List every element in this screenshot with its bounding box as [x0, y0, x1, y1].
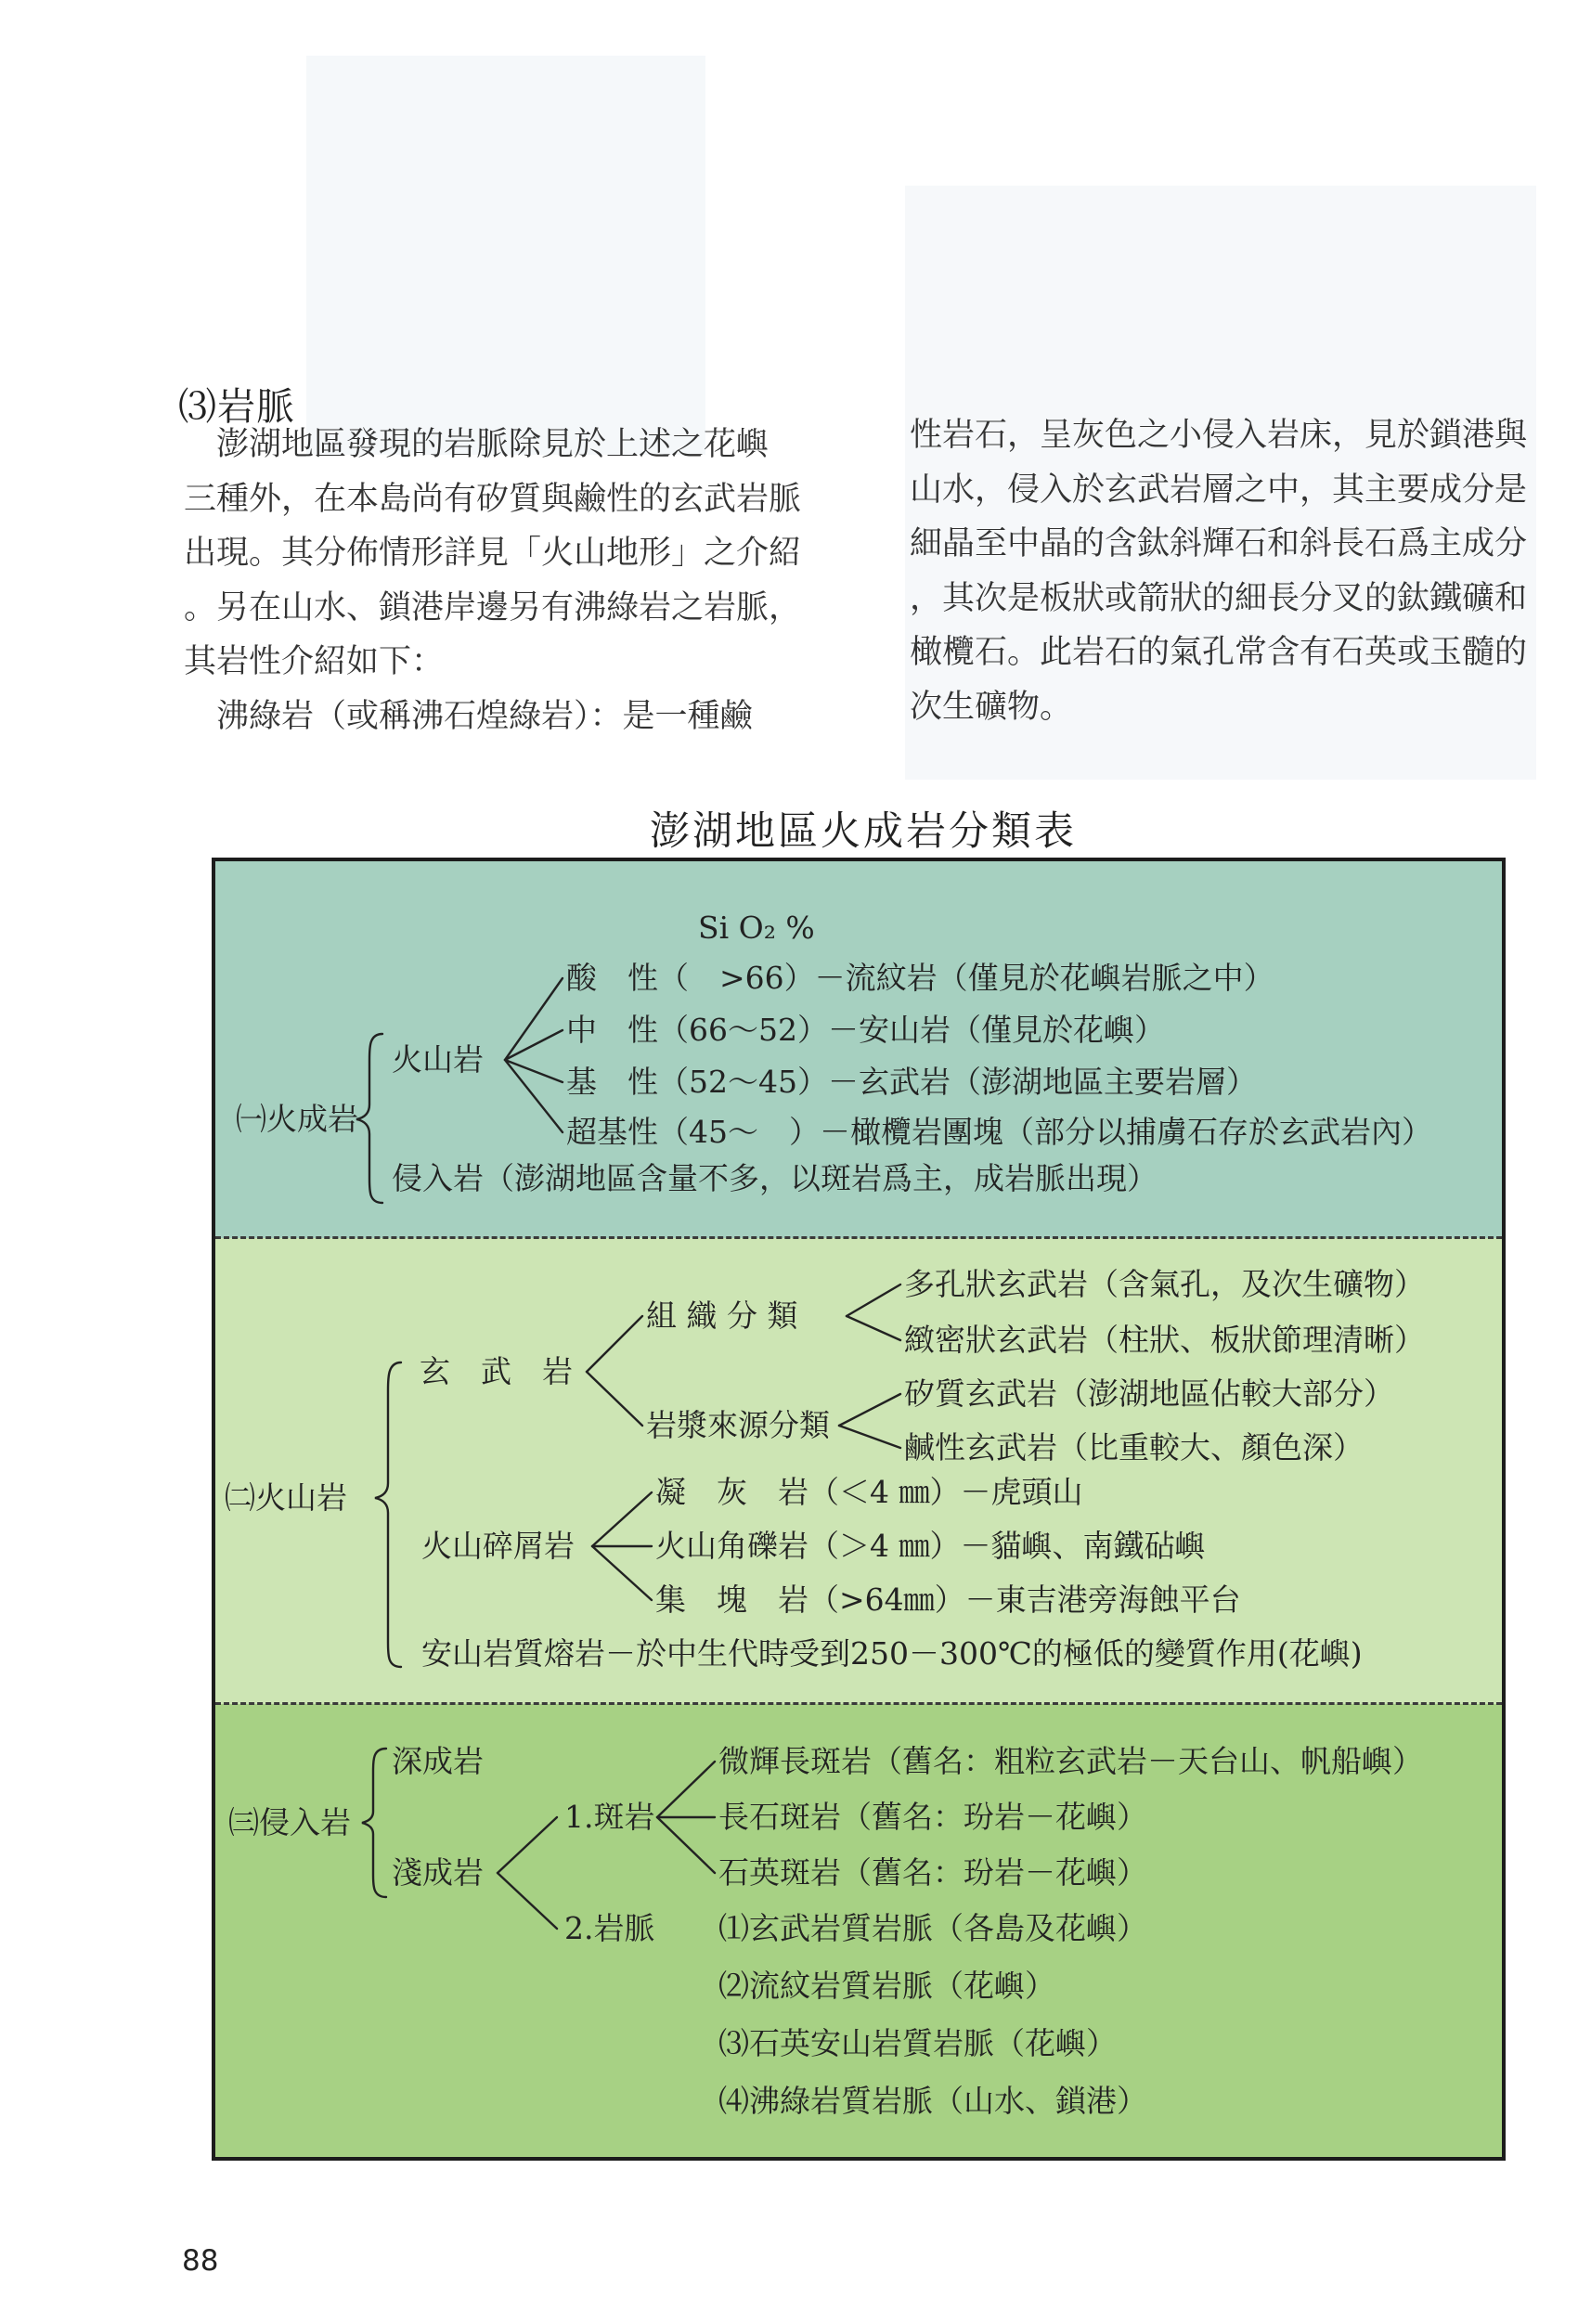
hypabyssal-label: 淺成岩 — [392, 1854, 484, 1891]
fan-line — [592, 1492, 652, 1546]
fan-line — [657, 1817, 715, 1873]
texture-item: 緻密狀玄武岩（柱狀、板狀節理清晰） — [904, 1322, 1425, 1358]
right-line: 橄欖石。此岩石的氣孔常含有石英或玉髓的 — [910, 634, 1528, 671]
brace — [362, 1749, 386, 1897]
source-label: 岩漿來源分類 — [646, 1407, 830, 1443]
left-text-column — [184, 418, 824, 743]
porphyry-item: 石英斑岩（舊名：玢岩－花嶼） — [718, 1854, 1147, 1891]
intrusive-note: 侵入岩（澎湖地區含量不多，以斑岩爲主，成岩脈出現） — [392, 1160, 1158, 1196]
source-item: 矽質玄武岩（澎湖地區佔較大部分） — [904, 1375, 1394, 1412]
volcanic-rock-label: 火山岩 — [392, 1041, 484, 1078]
texture-item: 多孔狀玄武岩（含氣孔，及次生礦物） — [904, 1266, 1425, 1302]
fan-line — [839, 1394, 900, 1426]
silica-row: 超基性（45～ ）－橄欖岩團塊（部分以捕虜石存於玄武岩內） — [566, 1114, 1432, 1150]
fan-line — [839, 1426, 900, 1448]
dike-item: ⑷沸綠岩質岩脈（山水、鎖港） — [718, 2083, 1147, 2119]
pyroclastic-item: 凝 灰 岩（＜4 ㎜）－虎頭山 — [655, 1474, 1083, 1510]
fan-line — [498, 1873, 557, 1929]
left-line: 。另在山水、鎖港岸邊另有沸綠岩之岩脈， — [184, 588, 802, 626]
dike-label: 2.岩脈 — [564, 1910, 655, 1946]
silica-row: 酸 性（ >66）－流紋岩（僅見於花嶼岩脈之中） — [566, 960, 1274, 996]
pyroclastic-item: 火山角礫岩（＞4 ㎜）－貓嶼、南鐵砧嶼 — [655, 1528, 1206, 1564]
dike-item: ⑶石英安山岩質岩脈（花嶼） — [718, 2025, 1117, 2061]
source-item: 鹹性玄武岩（比重較大、顏色深） — [904, 1429, 1364, 1465]
fan-line — [505, 978, 563, 1060]
fan-line — [657, 1762, 715, 1817]
dike-item: ⑴玄武岩質岩脈（各島及花嶼） — [718, 1910, 1147, 1946]
category-volcanic: ㈡火山岩 — [225, 1479, 347, 1516]
right-line: 山水，侵入於玄武岩層之中，其主要成分是 — [910, 471, 1528, 509]
fan-line — [587, 1372, 642, 1426]
silica-row: 中 性（66～52）－安山岩（僅見於花嶼） — [566, 1012, 1165, 1048]
background-bleed-left — [306, 56, 705, 455]
right-line: 性岩石，呈灰色之小侵入岩床，見於鎖港與 — [910, 417, 1528, 454]
category-igneous: ㈠火成岩 — [236, 1101, 358, 1137]
pyroclastic-item: 集 塊 岩（>64㎜）－東吉港旁海蝕平台 — [655, 1582, 1241, 1618]
left-line: 沸綠岩（或稱沸石煌綠岩）：是一種鹼 — [184, 697, 753, 735]
fan-line — [847, 1316, 900, 1340]
right-text-column — [910, 408, 1550, 734]
brace — [375, 1362, 401, 1667]
fan-line — [847, 1285, 900, 1316]
left-line: 澎湖地區發現的岩脈除見於上述之花嶼 — [184, 426, 770, 463]
page-number: 88 — [182, 2244, 219, 2278]
left-line: 三種外，在本島尚有矽質與鹼性的玄武岩脈 — [184, 480, 802, 518]
silica-row: 基 性（52～45）－玄武岩（澎湖地區主要岩層） — [566, 1064, 1257, 1100]
andesite-lava: 安山岩質熔岩－於中生代時受到250－300℃的極低的變質作用(花嶼) — [421, 1635, 1363, 1672]
right-line: 細晶至中晶的含鈦斜輝石和斜長石爲主成分 — [910, 525, 1528, 562]
pyroclastic-label: 火山碎屑岩 — [421, 1528, 575, 1564]
classification-table — [212, 858, 1506, 2161]
left-line: 出現。其分佈情形詳見「火山地形」之介紹 — [184, 535, 802, 572]
texture-label: 組 織 分 類 — [646, 1298, 798, 1334]
basalt-label: 玄 武 岩 — [420, 1353, 573, 1389]
fan-line — [592, 1546, 652, 1600]
porphyry-item: 微輝長斑岩（舊名：粗粒玄武岩－天台山、帆船嶼） — [718, 1743, 1423, 1779]
table-title: 澎湖地區火成岩分類表 — [650, 808, 1077, 855]
porphyry-item: 長石斑岩（舊名：玢岩－花嶼） — [718, 1799, 1147, 1835]
fan-line — [505, 1030, 563, 1060]
right-line: 次生礦物。 — [910, 688, 1073, 726]
brace — [356, 1034, 382, 1203]
left-line: 其岩性介紹如下： — [184, 643, 445, 680]
sio2-header: Si O₂ % — [698, 910, 815, 946]
section-heading: ⑶岩脈 — [178, 384, 295, 429]
dike-item: ⑵流紋岩質岩脈（花嶼） — [718, 1968, 1055, 2004]
right-line: ，其次是板狀或箭狀的細長分叉的鈦鐵礦和 — [910, 579, 1528, 617]
fan-line — [498, 1817, 557, 1873]
plutonic-label: 深成岩 — [392, 1743, 484, 1779]
category-intrusive: ㈢侵入岩 — [228, 1804, 351, 1840]
fan-line — [587, 1316, 642, 1372]
porphyry-label: 1.斑岩 — [564, 1799, 655, 1835]
